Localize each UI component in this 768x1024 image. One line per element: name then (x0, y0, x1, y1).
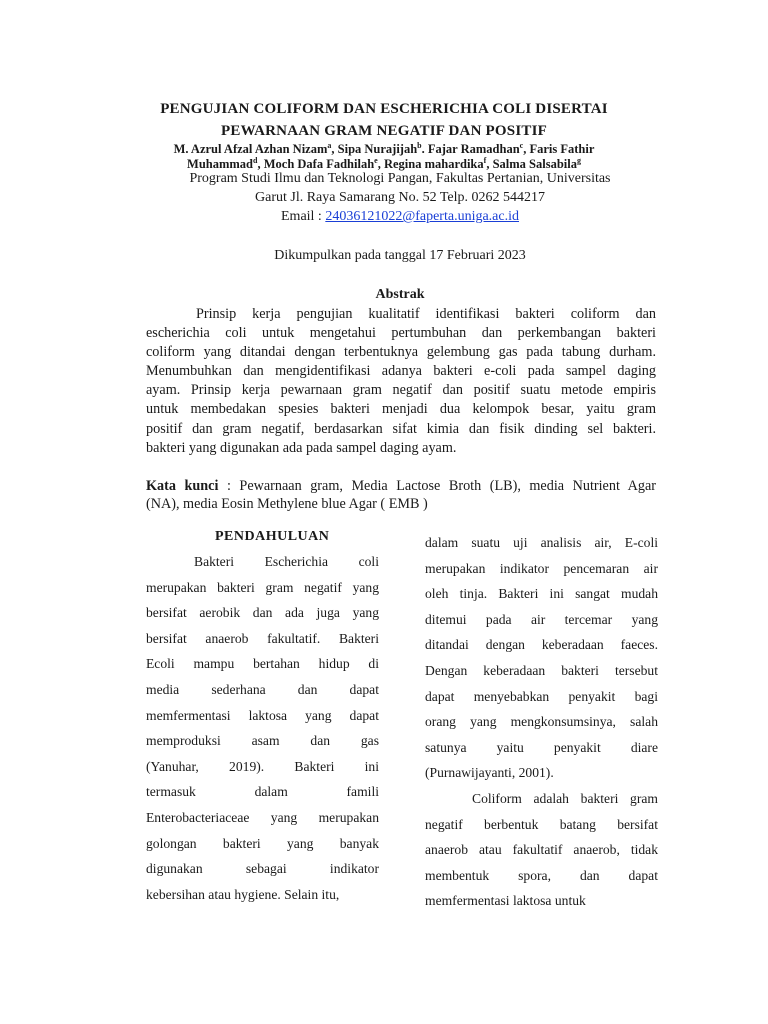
abstract-heading: Abstrak (375, 287, 425, 302)
author-name: , Sipa Nurajijah (331, 142, 418, 156)
email-link[interactable]: 24036121022@faperta.uniga.ac.id (325, 209, 519, 224)
keywords-line-2: (NA), media Eosin Methylene blue Agar ( EMB ) (146, 496, 428, 512)
body-text-line: dapat menyebabkan penyakit bagi (425, 688, 658, 704)
author-name: , Faris Fathir (523, 142, 595, 156)
body-text-line: bersifat anaerob fakultatif. Bakteri (146, 630, 379, 646)
body-text-line: Bakteri Escherichia coli (194, 554, 379, 569)
body-text-line: satunya yaitu penyakit diare (425, 739, 658, 755)
author-list-line-2 (0, 157, 768, 172)
body-text-line: media sederhana dan dapat (146, 682, 379, 697)
keywords-line-1 (146, 478, 656, 495)
author-affiliation-mark: g (576, 155, 581, 165)
body-text-line: ditandai dengan keberadaan faeces. (425, 637, 658, 653)
body-text-line: merupakan indikator pencemaran air (425, 560, 658, 576)
body-text-line: membentuk spora, dan dapat (425, 867, 658, 883)
author-name: . Fajar Ramadhan (421, 142, 520, 156)
body-text-line: termasuk dalam famili (146, 784, 379, 800)
body-text-line: memproduksi asam dan gas (146, 733, 379, 749)
author-name: , Moch Dafa Fadhilah (257, 157, 375, 171)
affiliation-line-2: Garut Jl. Raya Samarang No. 52 Telp. 0262 544217 (255, 190, 545, 205)
author-affiliation-mark: d (253, 155, 258, 165)
abstract-line: ayam. Prinsip kerja pewarnaan gram negatif dan positif suatu metode empiris (146, 382, 656, 399)
paper-title-line-1: PENGUJIAN COLIFORM DAN ESCHERICHIA COLI DISERTAI (160, 101, 608, 117)
body-text-line: memfermentasi laktosa untuk (425, 893, 586, 909)
body-text-line: (Yanuhar, 2019). Bakteri ini (146, 758, 379, 774)
author-affiliation-mark: a (327, 140, 332, 150)
body-text-line: Enterobacteriaceae yang merupakan (146, 810, 379, 825)
body-text-line: golongan bakteri yang banyak (146, 835, 379, 851)
abstract-line: escherichia coli untuk mengetahui pertumbuhan dan perkembangan bakteri (146, 325, 656, 342)
author-list-line-1 (0, 142, 768, 157)
body-text-line: digunakan sebagai indikator (146, 861, 379, 877)
email-line (0, 209, 768, 225)
author-affiliation-mark: c (519, 140, 524, 150)
body-text-line: dalam suatu uji analisis air, E-coli (425, 535, 658, 550)
body-text-line: orang yang mengkonsumsinya, salah (425, 714, 658, 730)
body-text-line: bersifat aerobik dan ada juga yang (146, 605, 379, 621)
body-text-line: Coliform adalah bakteri gram (472, 791, 658, 806)
body-text-line: anaerob atau fakultatif anaerob, tidak (425, 842, 658, 858)
body-text-line: ditemui pada air tercemar yang (425, 611, 658, 627)
body-text-line: oleh tinja. Bakteri ini sangat mudah (425, 586, 658, 602)
paper-title-line-2: PEWARNAAN GRAM NEGATIF DAN POSITIF (221, 123, 547, 139)
body-text-line: negatif berbentuk batang bersifat (425, 816, 658, 832)
keywords-label: Kata kunci (146, 478, 219, 494)
body-text-line: merupakan bakteri gram negatif yang (146, 579, 379, 595)
abstract-line: Prinsip kerja pengujian kualitatif identifikasi bakteri coliform dan (196, 306, 656, 322)
author-name: , Salma Salsabila (486, 157, 577, 171)
author-name: , Regina mahardika (377, 157, 484, 171)
body-text-line: Ecoli mampu bertahan hidup di (146, 656, 379, 672)
body-text-line: memfermentasi laktosa yang dapat (146, 707, 379, 723)
author-affiliation-mark: e (374, 155, 378, 165)
affiliation-line-1: Program Studi Ilmu dan Teknologi Pangan, Fakultas Pertanian, Universitas (189, 171, 611, 186)
body-text-line: (Purnawijayanti, 2001). (425, 765, 554, 781)
abstract-line: coliform yang ditandai dengan terbentuknya gelembung gas pada tabung durham. (146, 344, 656, 361)
author-affiliation-mark: b (417, 140, 422, 150)
body-text-line: kebersihan atau hygiene. Selain itu, (146, 886, 340, 902)
abstract-line: untuk membedakan spesies bakteri menjadi dua kelompok besar, yaitu gram (146, 401, 656, 418)
abstract-line: positif dan gram negatif, berdasarkan sifat kimia dan fisik dinding sel bakteri. (146, 420, 656, 437)
abstract-line: Menumbuhkan dan mengidentifikasi adanya bakteri e-coli pada sampel daging (146, 363, 656, 380)
author-name: M. Azrul Afzal Azhan Nizam (173, 142, 328, 156)
abstract-body (146, 305, 656, 458)
keywords-text-1: : Pewarnaan gram, Media Lactose Broth (LB), media Nutrient Agar (218, 478, 657, 494)
abstract-line: bakteri yang digunakan ada pada sampel daging ayam. (146, 439, 457, 456)
email-label: Email : (281, 209, 326, 224)
author-name: Muhammad (187, 157, 254, 171)
body-text-line: Dengan keberadaan bakteri tersebut (425, 663, 658, 678)
submission-date: Dikumpulkan pada tanggal 17 Februari 2023 (274, 248, 526, 263)
author-affiliation-mark: f (483, 155, 487, 165)
section-heading-pendahuluan: PENDAHULUAN (215, 529, 330, 544)
